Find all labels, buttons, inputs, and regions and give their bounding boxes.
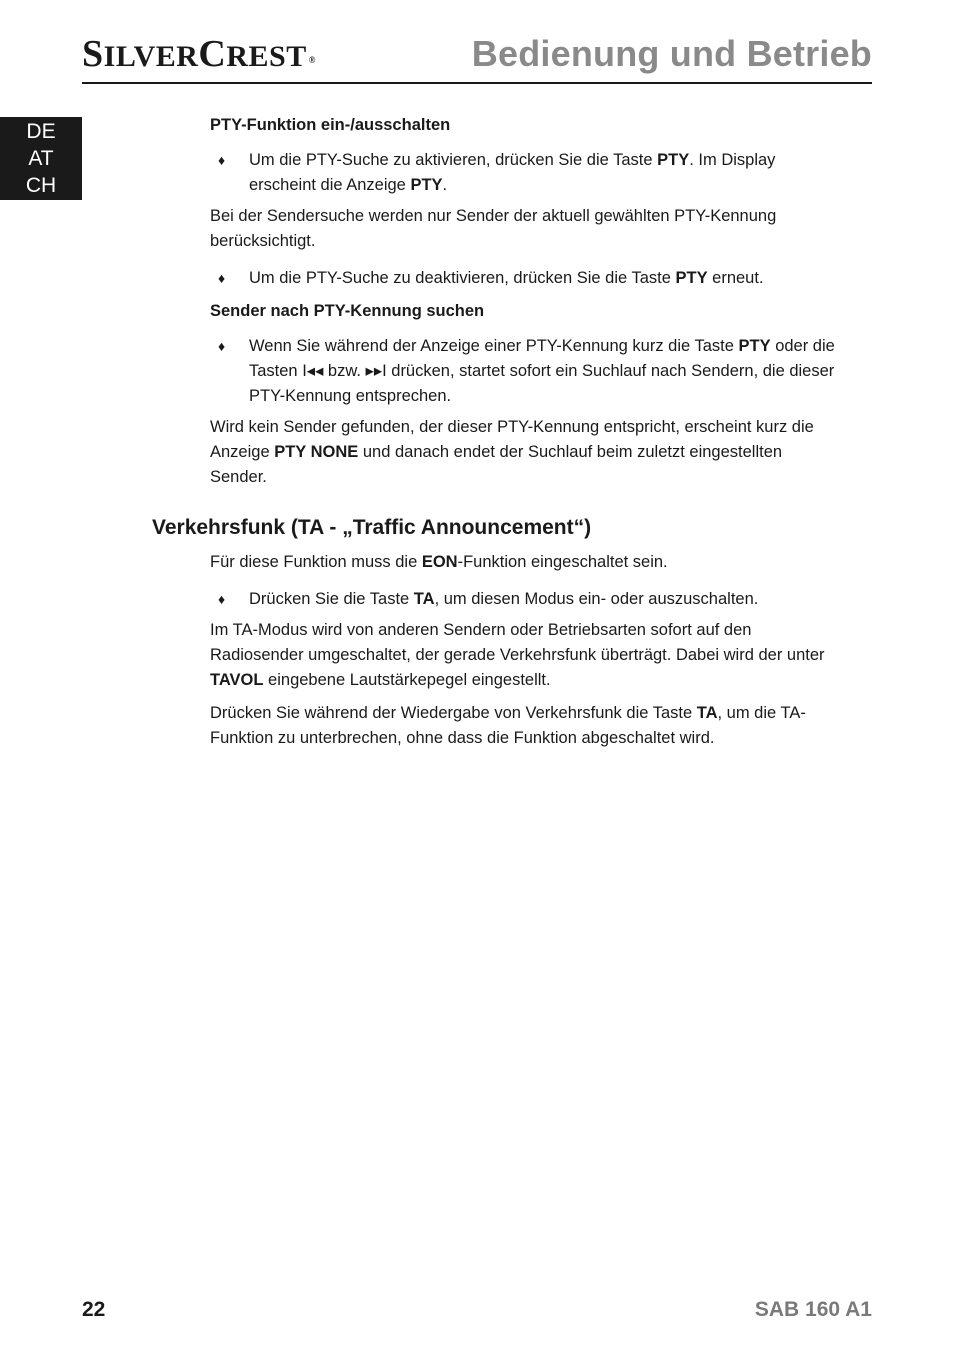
bullet-diamond-icon: ♦ xyxy=(218,591,226,607)
paragraph-ta-interrupt: Drücken Sie während der Wiedergabe von Verkehrsfunk die Taste TA, um die TA-Funktion zu unterbrechen, ohne dass die Funktion abgeschaltet wird. xyxy=(210,704,806,747)
language-tab xyxy=(0,117,82,200)
page-number: 22 xyxy=(82,1298,106,1321)
language-code-de: DE xyxy=(26,120,56,143)
paragraph-pty-none: Wird kein Sender gefunden, der dieser PTY-Kennung entspricht, erscheint kurz die Anzeige PTY NONE und danach endet der Suchlauf beim zuletzt eingestellten Sender. xyxy=(210,418,814,486)
bullet-pty-search: ♦ Wenn Sie während der Anzeige einer PTY-Kennung kurz die Taste PTY oder die Tasten I◂◂ bzw. ▸▸I drücken, startet sofort ein Suchlauf nach Sendern, die dieser PTY-Kennung entsprechen. xyxy=(210,334,840,409)
header-divider xyxy=(82,82,872,84)
bullet-diamond-icon: ♦ xyxy=(218,270,226,286)
subheading-pty-search: Sender nach PTY-Kennung suchen xyxy=(210,302,485,320)
model-number: SAB 160 A1 xyxy=(754,1298,872,1321)
brand-logo: SILVERCREST ® xyxy=(82,33,316,75)
bullet-pty-activate: ♦ Um die PTY-Suche zu aktivieren, drücken Sie die Taste PTY. Im Display erscheint die Anzeige PTY. xyxy=(210,148,840,198)
bullet-diamond-icon: ♦ xyxy=(218,152,226,168)
paragraph-ta-mode: Im TA-Modus wird von anderen Sendern oder Betriebsarten sofort auf den Radiosender umgeschaltet, der gerade Verkehrsfunk überträgt. Dabei wird der unter TAVOL eingebene Lautstärkepegel eingestellt. xyxy=(210,621,825,689)
bullet-ta-toggle: ♦ Drücken Sie die Taste TA, um diesen Modus ein- oder auszuschalten. xyxy=(210,587,840,612)
paragraph-pty-filter: Bei der Sendersuche werden nur Sender der aktuell gewählten PTY-Kennung berücksichtigt. xyxy=(210,207,777,250)
subheading-pty-toggle: PTY-Funktion ein-/ausschalten xyxy=(210,116,451,134)
page-title: Bedienung und Betrieb xyxy=(471,33,872,74)
main-content xyxy=(152,113,840,759)
paragraph-eon: Für diese Funktion muss die EON-Funktion eingeschaltet sein. xyxy=(210,553,668,571)
language-code-at: AT xyxy=(28,147,54,170)
bullet-diamond-icon: ♦ xyxy=(218,338,226,354)
language-code-ch: CH xyxy=(25,174,57,197)
bullet-pty-deactivate: ♦ Um die PTY-Suche zu deaktivieren, drücken Sie die Taste PTY erneut. xyxy=(210,266,840,291)
section-title-traffic: Verkehrsfunk (TA - „Traffic Announcement“) xyxy=(152,516,592,539)
